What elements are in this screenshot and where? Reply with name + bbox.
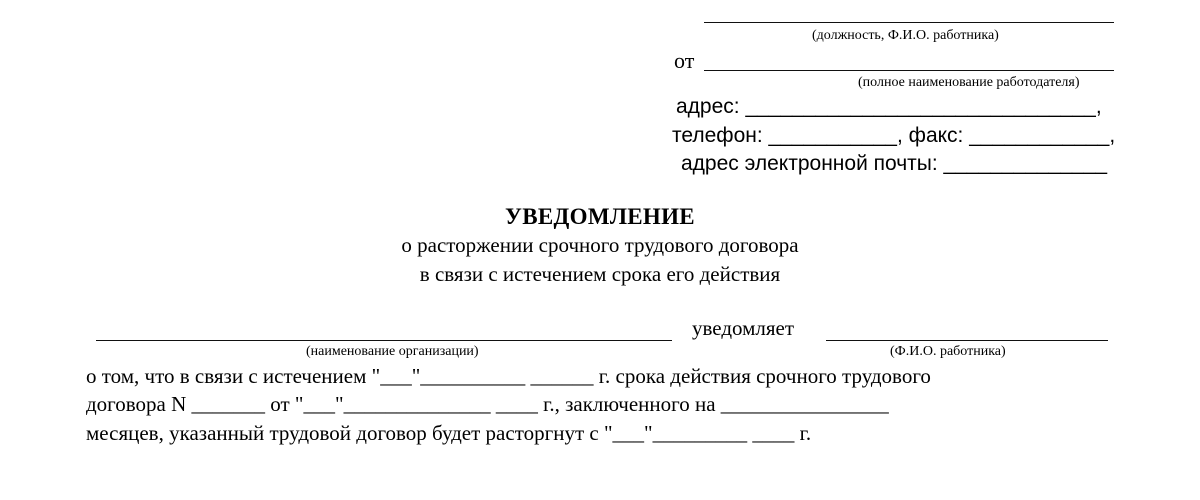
employee-name-fill-line	[826, 340, 1108, 341]
body-line-3: месяцев, указанный трудовой договор будет расторгнут с "___"_________ ____ г.	[86, 421, 812, 445]
employer-caption: (полное наименование работодателя)	[858, 75, 1080, 90]
employer-fill-line	[704, 70, 1114, 71]
notice-subtitle-line1: о расторжении срочного трудового договора	[401, 233, 799, 257]
employee-fill-line	[704, 22, 1114, 23]
organization-fill-line	[96, 340, 672, 341]
notice-title: УВЕДОМЛЕНИЕ	[505, 204, 695, 229]
from-label: от	[674, 48, 695, 73]
email-field: адрес электронной почты: ______________	[681, 152, 1108, 175]
notice-subtitle-line2: в связи с истечением срока его действия	[419, 262, 781, 286]
phone-fax-field: телефон: ___________, факс: ____________,	[672, 124, 1116, 147]
employee-caption: (должность, Ф.И.О. работника)	[812, 28, 999, 43]
address-field: адрес: ______________________________,	[676, 95, 1102, 118]
organization-caption: (наименование организации)	[306, 344, 479, 359]
employee-name-caption: (Ф.И.О. работника)	[890, 344, 1006, 359]
notifies-word: уведомляет	[692, 316, 795, 340]
body-line-1: о том, что в связи с истечением "___"__________ ______ г. срока действия срочного трудового	[86, 364, 931, 388]
body-line-2: договора N _______ от "___"______________ ____ г., заключенного на ________________	[86, 392, 889, 416]
